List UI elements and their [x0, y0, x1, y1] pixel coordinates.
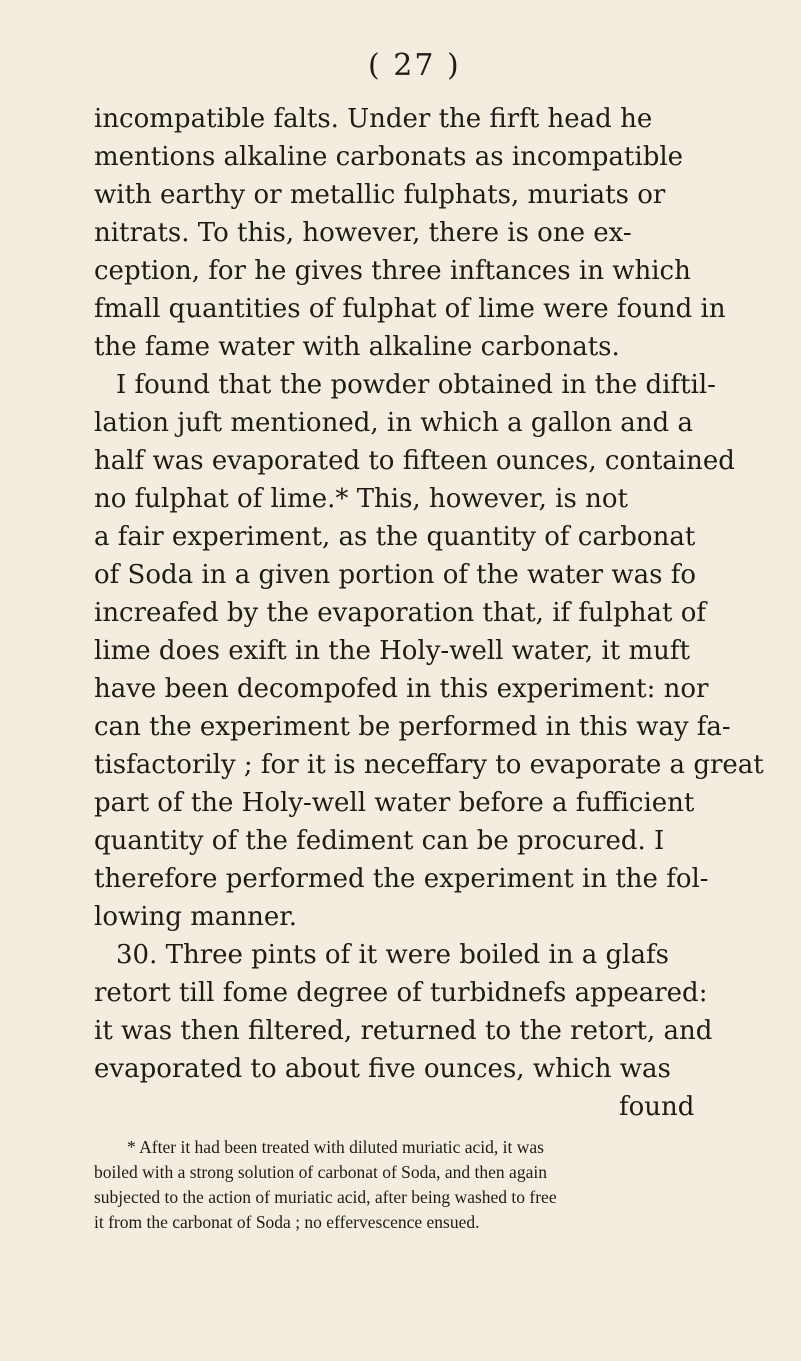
- text-line: tisfactorily ; for it is neceffary to evaporate a great: [94, 750, 764, 780]
- footnote-line: boiled with a strong solution of carbonat of Soda, and then again: [94, 1162, 547, 1182]
- text-line: ception, for he gives three inftances in which: [94, 256, 691, 286]
- text-line: can the experiment be performed in this way fa-: [94, 712, 731, 742]
- text-line: 30. Three pints of it were boiled in a glafs: [116, 940, 669, 970]
- footnote-line: subjected to the action of muriatic acid, after being washed to free: [94, 1187, 557, 1207]
- text-line: no fulphat of lime.* This, however, is not: [94, 484, 628, 514]
- text-line: increafed by the evaporation that, if fulphat of: [94, 598, 706, 628]
- footnote-line: * After it had been treated with diluted muriatic acid, it was: [127, 1137, 544, 1157]
- text-line: lime does exift in the Holy-well water, it muft: [94, 636, 690, 666]
- text-line: therefore performed the experiment in the fol-: [94, 864, 709, 894]
- text-line: incompatible falts. Under the firft head he: [94, 104, 653, 134]
- text-line: it was then filtered, returned to the retort, and: [94, 1016, 713, 1046]
- text-line: of Soda in a given portion of the water was fo: [94, 560, 697, 590]
- text-line: mentions alkaline carbonats as incompatible: [94, 142, 684, 172]
- text-line: evaporated to about five ounces, which was: [94, 1054, 671, 1084]
- catchword: found: [619, 1092, 695, 1122]
- text-line: with earthy or metallic fulphats, muriats or: [94, 180, 666, 210]
- text-line: nitrats. To this, however, there is one ex-: [94, 218, 632, 248]
- text-line: part of the Holy-well water before a fufficient: [94, 788, 695, 818]
- text-line: lowing manner.: [94, 902, 298, 932]
- text-line: a fair experiment, as the quantity of carbonat: [94, 522, 696, 552]
- text-line: half was evaporated to fifteen ounces, contained: [94, 446, 735, 476]
- page-number: ( 27 ): [368, 48, 461, 83]
- text-line: retort till fome degree of turbidnefs appeared:: [94, 978, 708, 1008]
- text-line: lation juft mentioned, in which a gallon and a: [94, 408, 693, 438]
- text-line: have been decompofed in this experiment: nor: [94, 674, 709, 704]
- text-line: fmall quantities of fulphat of lime were found in: [94, 294, 726, 324]
- footnote-line: it from the carbonat of Soda ; no effervescence ensued.: [94, 1212, 480, 1232]
- text-line: the fame water with alkaline carbonats.: [94, 332, 620, 362]
- text-line: quantity of the fediment can be procured. I: [94, 826, 665, 856]
- text-line: I found that the powder obtained in the diftil-: [116, 370, 716, 400]
